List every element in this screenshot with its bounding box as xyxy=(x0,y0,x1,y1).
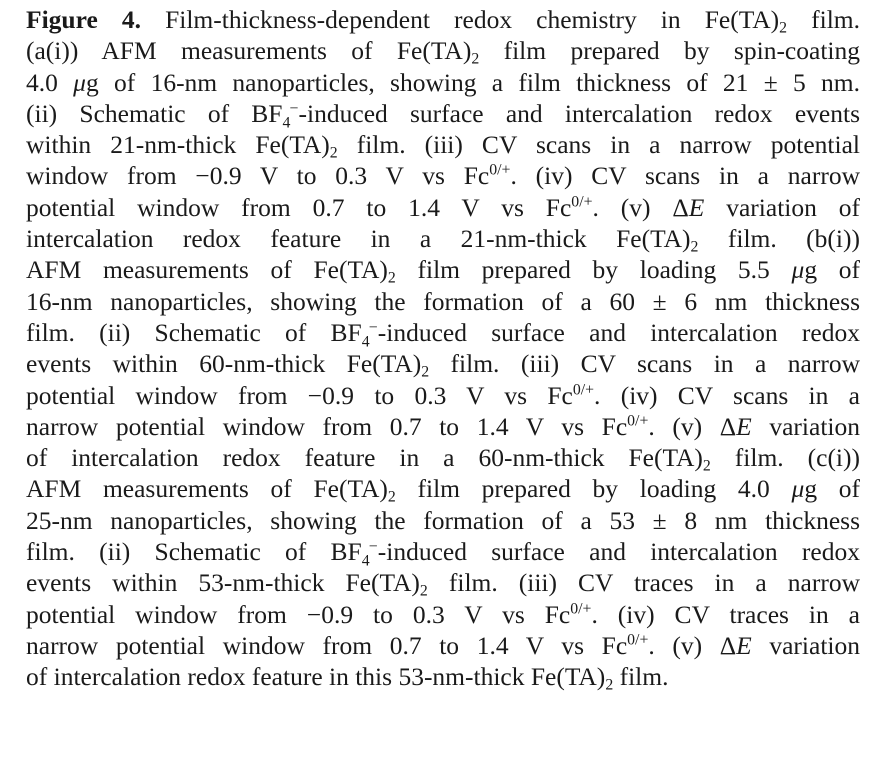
caption-line xyxy=(26,380,860,411)
caption-line xyxy=(26,254,860,288)
caption-text: film. (ii) Schematic of BF xyxy=(26,317,362,347)
caption-text: film. xyxy=(787,5,861,34)
caption-text: -induced surface and intercalation redox xyxy=(377,317,860,347)
caption-line xyxy=(26,67,860,98)
caption-text: Film-thickness-dependent redox chemistry in Fe(TA) xyxy=(165,5,780,34)
bf4-ion xyxy=(361,536,378,570)
figure-caption xyxy=(26,4,860,693)
italic-e: E xyxy=(736,630,752,660)
subscript: 2 xyxy=(329,144,338,162)
caption-line xyxy=(26,661,860,692)
superscript: 0/+ xyxy=(572,381,595,399)
caption-text: narrow potential window from 0.7 to 1.4 V vs Fc xyxy=(26,411,628,441)
italic-e: E xyxy=(736,411,752,441)
caption-text: film prepared by loading 4.0 xyxy=(395,474,792,504)
subscript: 2 xyxy=(471,51,480,69)
superscript: 0/+ xyxy=(627,412,649,430)
subscript: 4 xyxy=(282,114,291,132)
caption-line xyxy=(26,129,860,160)
superscript: 0/+ xyxy=(489,162,511,179)
subscript: 2 xyxy=(419,583,428,601)
subscript: 2 xyxy=(702,457,711,475)
caption-line xyxy=(26,160,860,191)
caption-text: of intercalation redox feature in a 60-nm-thick Fe(TA) xyxy=(26,443,703,473)
caption-text: film. (iii) CV scans in a narrow potential xyxy=(337,130,860,160)
caption-text: within 21-nm-thick Fe(TA) xyxy=(26,130,330,160)
caption-line xyxy=(26,348,860,379)
caption-text: -induced surface and intercalation redox events xyxy=(298,98,860,128)
mu-symbol: μ xyxy=(791,474,805,504)
caption-line xyxy=(26,630,860,661)
caption-line xyxy=(26,98,860,132)
caption-line xyxy=(26,442,860,473)
caption-text: . (iv) CV scans in a xyxy=(594,380,860,410)
caption-text: (a(i)) AFM measurements of Fe(TA) xyxy=(26,36,472,66)
caption-text: events within 60-nm-thick Fe(TA) xyxy=(26,349,422,379)
caption-text: 25-nm nanoparticles, showing the formation of a 53 ± 8 nm thickness xyxy=(26,505,860,535)
caption-text: g of xyxy=(804,474,860,504)
subscript: 2 xyxy=(421,364,430,381)
caption-text: film. (iii) CV traces in a narrow xyxy=(427,568,860,598)
caption-text: . (v) Δ xyxy=(592,192,689,222)
caption-text: variation of xyxy=(704,192,861,222)
caption-text: . (v) Δ xyxy=(648,411,737,441)
caption-text: 16-nm nanoparticles, showing the formation of a 60 ± 6 nm thickness xyxy=(26,286,860,316)
caption-text: film. xyxy=(613,662,669,692)
caption-text: film. (ii) Schematic of BF xyxy=(26,537,362,567)
bf4-ion xyxy=(361,317,378,351)
caption-text: . (v) Δ xyxy=(648,630,737,660)
caption-line xyxy=(26,192,860,223)
subscript: 4 xyxy=(361,333,370,351)
caption-text: AFM measurements of Fe(TA) xyxy=(26,474,388,504)
caption-line xyxy=(26,35,860,69)
caption-line xyxy=(26,473,860,507)
caption-text: of intercalation redox feature in this 53-nm-thick Fe(TA) xyxy=(26,662,606,692)
superscript: − xyxy=(368,319,378,337)
caption-text: variation xyxy=(751,411,860,441)
caption-text: window from −0.9 V to 0.3 V vs Fc xyxy=(26,161,490,191)
caption-line xyxy=(26,223,860,254)
superscript: − xyxy=(368,538,378,556)
caption-text: variation xyxy=(751,630,860,660)
caption-text: (ii) Schematic of BF xyxy=(26,98,283,128)
caption-line xyxy=(26,505,860,536)
caption-text: potential window from −0.9 to 0.3 V vs Fc xyxy=(26,380,573,410)
caption-text: film. (iii) CV scans in a narrow xyxy=(429,349,860,379)
caption-text: film. (c(i)) xyxy=(710,443,860,473)
caption-line xyxy=(26,567,860,601)
caption-line xyxy=(26,317,860,351)
subscript: 2 xyxy=(387,489,396,507)
caption-line xyxy=(26,4,860,35)
caption-line xyxy=(26,411,860,442)
caption-line xyxy=(26,286,860,317)
superscript: 0/+ xyxy=(627,631,649,649)
caption-text: AFM measurements of Fe(TA) xyxy=(26,255,388,285)
italic-e: E xyxy=(688,192,705,222)
caption-text: potential window from 0.7 to 1.4 V vs Fc xyxy=(26,192,572,222)
caption-line xyxy=(26,536,860,570)
superscript: − xyxy=(289,100,299,118)
subscript: 2 xyxy=(387,270,396,288)
caption-text: narrow potential window from 0.7 to 1.4 V vs Fc xyxy=(26,630,628,660)
caption-text: -induced surface and intercalation redox xyxy=(377,537,860,567)
caption-text: film. (b(i)) xyxy=(698,224,860,254)
caption-text: 4.0 xyxy=(26,67,74,97)
mu-symbol: μ xyxy=(73,67,86,97)
superscript: 0/+ xyxy=(571,193,593,211)
caption-line xyxy=(26,599,860,630)
caption-text: . (iv) CV scans in a narrow xyxy=(510,161,860,191)
caption-text: events within 53-nm-thick Fe(TA) xyxy=(26,568,420,598)
subscript: 2 xyxy=(690,238,699,256)
caption-text: film prepared by loading 5.5 xyxy=(395,255,792,285)
caption-text: . (iv) CV traces in a xyxy=(591,599,860,629)
caption-text: g of xyxy=(804,255,860,285)
mu-symbol: μ xyxy=(791,255,805,285)
caption-text: intercalation redox feature in a 21-nm-thick Fe(TA) xyxy=(26,224,691,254)
caption-text: g of 16-nm nanoparticles, showing a film thickness of 21 ± 5 nm. xyxy=(85,67,860,97)
subscript: 2 xyxy=(779,19,788,37)
bf4-ion xyxy=(282,98,299,132)
figure-label: Figure 4. xyxy=(26,5,141,34)
subscript: 4 xyxy=(361,552,370,570)
caption-text: potential window from −0.9 to 0.3 V vs Fc xyxy=(26,599,571,629)
caption-text: film prepared by spin-coating xyxy=(479,36,860,66)
superscript: 0/+ xyxy=(570,600,592,618)
subscript: 2 xyxy=(605,676,614,694)
